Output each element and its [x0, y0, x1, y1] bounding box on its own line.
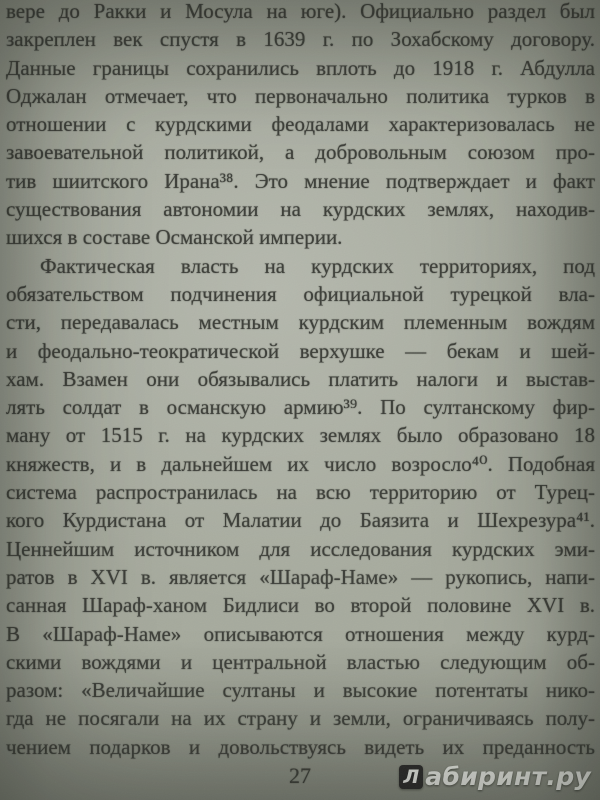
text-line: система распространилась на всю территорию от Турец-	[6, 480, 595, 505]
text-line: Ценнейшим источником для исследования курдских эми-	[6, 536, 595, 561]
page-text	[6, 0, 595, 761]
paragraph-continued	[6, 0, 595, 252]
page-number: 27	[289, 763, 311, 788]
text-line: хам. Взамен они обязывались платить налоги и выстав-	[6, 366, 595, 391]
text-line: Данные границы сохранились вплоть до 1918 г. Абдулла	[6, 55, 595, 80]
text-line: чением подарков и довольствуясь видеть их преданность	[6, 734, 595, 759]
text-line: разом: «Величайшие султаны и высокие потентаты нико-	[6, 678, 595, 703]
text-line: вере до Ракки и Мосула на юге). Официально раздел был	[6, 0, 595, 23]
text-line: завоевательной политикой, а добровольным союзом про-	[6, 140, 595, 165]
text-line: Оджалан отмечает, что первоначально политика турков в	[6, 83, 595, 108]
text-line: санная Шараф-ханом Бидлиси во второй половине XVI в.	[6, 593, 595, 618]
text-line: сти, передавалась местным курдским племенным вождям	[6, 310, 595, 335]
text-line: ратов в XVI в. является «Шараф-Наме» — рукопись, напи-	[6, 564, 595, 589]
text-line: Фактическая власть на курдских территориях, под	[40, 253, 595, 278]
labirint-watermark	[399, 762, 591, 791]
labirint-watermark-text: абиринт.ру	[425, 762, 591, 791]
paragraph	[6, 252, 595, 761]
labirint-logo-icon: Л	[399, 765, 423, 789]
text-line: закреплен век спустя в 1639 г. по Зохабскому договору.	[6, 27, 595, 52]
text-line: княжеств, и в дальнейшем их число возросло⁴⁰. Подобная	[6, 451, 595, 476]
text-line: и феодально-теократической верхушке — бекам и шей-	[6, 338, 595, 363]
text-line: лять солдат в османскую армию³⁹. По султанскому фир-	[6, 395, 595, 420]
text-line: существования автономии на курдских землях, находив-	[6, 197, 595, 222]
text-line: гда не посягали на их страну и земли, ограничиваясь полу-	[6, 706, 595, 731]
text-line: шихся в составе Османской империи.	[6, 225, 343, 250]
text-line: отношении с курдскими феодалами характеризовалась не	[6, 112, 595, 137]
text-line: кого Курдистана от Малатии до Баязита и Шехрезура⁴¹.	[6, 508, 595, 533]
text-line: В «Шараф-Наме» описываются отношения между курд-	[6, 621, 595, 646]
text-line: тив шиитского Ирана³⁸. Это мнение подтверждает и факт	[6, 168, 595, 193]
text-line: ману от 1515 г. на курдских землях было образовано 18	[6, 423, 595, 448]
text-line: обязательством подчинения официальной турецкой вла-	[6, 281, 595, 306]
text-line: скими вождями и центральной властью следующим об-	[6, 649, 595, 674]
